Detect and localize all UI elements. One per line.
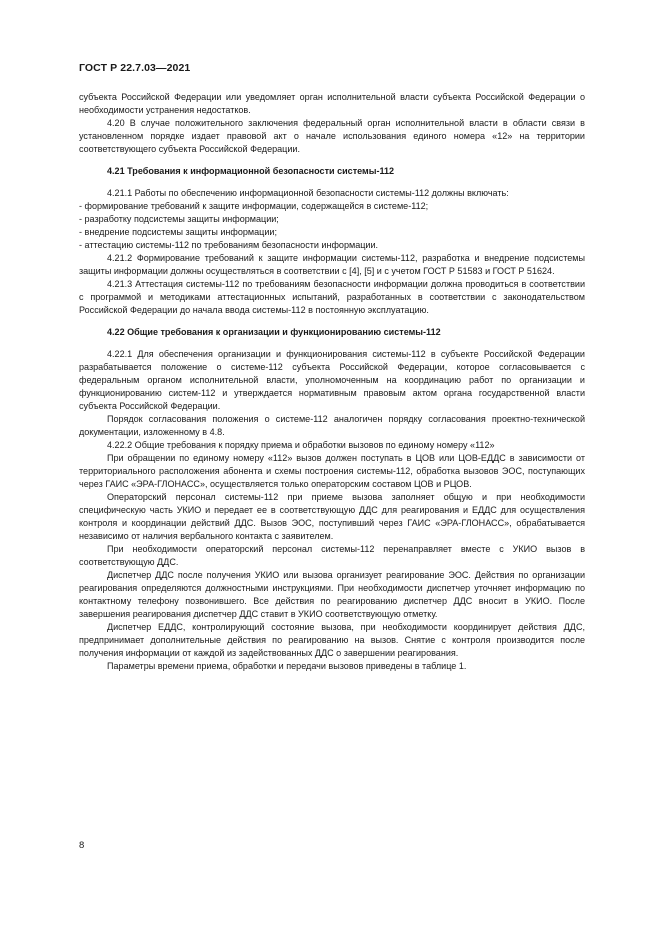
list-item: - разработку подсистемы защиты информации; bbox=[79, 214, 279, 224]
paragraph: 4.22.2 Общие требования к порядку приема и обработки вызовов по единому номеру «112» bbox=[107, 440, 495, 450]
paragraph: 4.21.2 Формирование требований к защите информации системы-112, разработка и внедрение подсистемы защиты информации должны осуществляться в соответствии с [4], [5] и с учетом ГОСТ Р 51583 и ГОСТ Р 51624. bbox=[79, 253, 585, 276]
page-number: 8 bbox=[79, 840, 85, 851]
section-heading: 4.22 Общие требования к организации и функционированию системы-112 bbox=[107, 327, 441, 337]
paragraph: Параметры времени приема, обработки и передачи вызовов приведены в таблице 1. bbox=[107, 661, 467, 671]
paragraph: Диспетчер ЕДДС, контролирующий состояние вызова, при необходимости координирует действия ДДС, предпринимает дополнительные действия по реагированию на вызов. Снятие с контроля производится после получения информации от каждой из задействованных ДДС о завершении реагирования. bbox=[79, 622, 585, 658]
paragraph: 4.21.1 Работы по обеспечению информационной безопасности системы-112 должны включать: bbox=[107, 188, 509, 198]
paragraph: Диспетчер ДДС после получения УКИО или вызова организует реагирование ЭОС. Действия по организации реагирования определяются должностными инструкциями. При необходимости диспетчер уточняет информацию по контактному телефону позвонившего. Все действия по реагированию диспетчер ДДС вносит в УКИО. После завершения реагирования диспетчер ДДС ставит в УКИО соответствующую отметку. bbox=[79, 570, 585, 619]
list-item: - формирование требований к защите информации, содержащейся в системе-112; bbox=[79, 201, 429, 211]
paragraph: 4.21.3 Аттестация системы-112 по требованиям безопасности информации должна проводиться в соответствии с программой и методиками аттестационных испытаний, разработанных в соответствии с законодательством Российской Федерации до начала ввода системы-112 в постоянную эксплуатацию. bbox=[79, 279, 585, 315]
paragraph: Операторский персонал системы-112 при приеме вызова заполняет общую и при необходимости специфическую часть УКИО и передает ее в соответствующую ДДС для реагирования и ЕДДС для осуществления контроля и координации действий ДДС. Вызов ЭОС, поступивший через ГАИС «ЭРА-ГЛОНАСС», обрабатывается независимо от наличия вербального контакта с заявителем. bbox=[79, 492, 585, 541]
paragraph: 4.22.1 Для обеспечения организации и функционирования системы-112 в субъекте Российской Федерации разрабатывается положение о системе-112 субъекта Российской Федерации, которое согласовывается с федеральным органом исполнительной власти, уполномоченным на координацию работ по организации и функционированию систем-112 и утверждается нормативным правовым актом органа государственной власти субъекта Российской Федерации. bbox=[79, 349, 585, 411]
paragraph: При обращении по единому номеру «112» вызов должен поступать в ЦОВ или ЦОВ-ЕДДС в зависимости от территориального расположения абонента и схемы построения системы-112, обработка вызовов ЭОС, поступающих через ГАИС «ЭРА-ГЛОНАСС», осуществляется только операторским составом ЦОВ и РЦОВ. bbox=[79, 453, 585, 489]
section-heading: 4.21 Требования к информационной безопасности системы-112 bbox=[107, 166, 395, 176]
paragraph: субъекта Российской Федерации или уведомляет орган исполнительной власти субъекта Российской Федерации о необходимости устранения недостатков. bbox=[79, 92, 585, 115]
list-item: - аттестацию системы-112 по требованиям безопасности информации. bbox=[79, 240, 379, 250]
document-body bbox=[79, 91, 585, 673]
paragraph: При необходимости операторский персонал системы-112 перенаправляет вместе с УКИО вызов в соответствующую ДДС. bbox=[79, 544, 585, 567]
paragraph: Порядок согласования положения о системе-112 аналогичен порядку согласования проектно-технической документации, изложенному в 4.8. bbox=[79, 414, 585, 437]
paragraph: 4.20 В случае положительного заключения федеральный орган исполнительной власти в области связи в установленном порядке издает правовой акт о начале использования единого номера «12» на территории соответствующего субъекта Российской Федерации. bbox=[79, 118, 585, 154]
document-code-header: ГОСТ Р 22.7.03—2021 bbox=[79, 62, 191, 74]
list-item: - внедрение подсистемы защиты информации; bbox=[79, 227, 277, 237]
